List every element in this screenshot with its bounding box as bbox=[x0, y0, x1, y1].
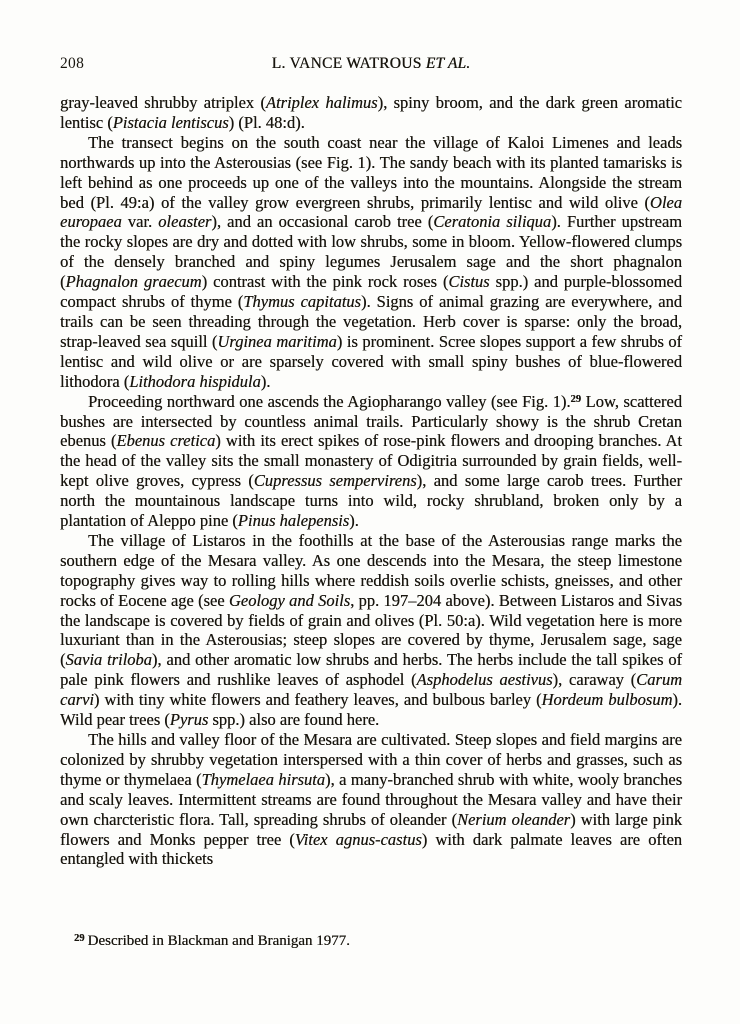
page-header bbox=[60, 55, 682, 73]
footnote bbox=[60, 932, 682, 950]
footnote-text: Described in Blackman and Branigan 1977. bbox=[87, 933, 350, 949]
footnote-marker: 29 bbox=[74, 933, 85, 944]
body-text bbox=[60, 93, 682, 869]
paragraph-1: gray-leaved shrubby atriplex (Atriplex halimus), spiny broom, and the dark green aromatic lentisc (Pistacia lentiscus) (Pl. 48:d). bbox=[60, 93, 682, 132]
page-number: 208 bbox=[60, 55, 85, 72]
running-title: L. VANCE WATROUS ET AL. bbox=[271, 55, 471, 72]
paragraph-4: The village of Listaros in the foothills at the base of the Asterousias range marks the southern edge of the Mesara valley. As one descends into the Mesara, the steep limestone topography gives way to rolling hills where reddish soils overlie schists, gneisses, and other rocks of Eocene age (see Geology and Soils, pp. 197–204 above). Between Listaros and Sivas the landscape is covered by fields of grain and olives (Pl. 50:a). Wild vegetation here is more luxuriant than in the Asterousias; steep slopes are covered by thyme, Jerusalem sage, sage (Savia triloba), and other aromatic low shrubs and herbs. The herbs include the tall spikes of pale pink flowers and rushlike leaves of asphodel (Asphodelus aestivus), caraway (Carum carvi) with tiny white flowers and feathery leaves, and bulbous barley (Hordeum bulbosum). Wild pear trees (Pyrus spp.) also are found here. bbox=[60, 530, 682, 730]
paragraph-3: Proceeding northward one ascends the Agiopharango valley (see Fig. 1).$^{29}$ Low, scattered bushes are intersected by countless animal trails. Particularly showy is the shrub Cretan ebenus (Ebenus cretica) with its erect spikes of rose-pink flowers and drooping branches. At the head of the valley sits the small monastery of Odigitria surrounded by grain fields, well-kept olive groves, cypress (Cupressus sempervirens), and some large carob trees. Further north the mountainous landscape turns into wild, rocky shrubland, broken only by a plantation of Aleppo pine (Pinus halepensis). bbox=[60, 391, 682, 531]
paragraph-2: The transect begins on the south coast near the village of Kaloi Limenes and leads northwards up into the Asterousias (see Fig. 1). The sandy beach with its planted tamarisks is left behind as one proceeds up one of the valleys into the mountains. Alongside the stream bed (Pl. 49:a) of the valley grow evergreen shrubs, primarily lentisc and wild olive (Olea europaea var. oleaster), and an occasional carob tree (Ceratonia siliqua). Further upstream the rocky slopes are dry and dotted with low shrubs, some in bloom. Yellow-flowered clumps of the densely branched and spiny legumes Jerusalem sage and the short phagnalon (Phagnalon graecum) contrast with the pink rock roses (Cistus spp.) and purple-blossomed compact shrubs of thyme (Thymus capitatus). Signs of animal grazing are everywhere, and trails can be seen threading through the vegetation. Herb cover is sparse: only the broad, strap-leaved sea squill (Urginea maritima) is prominent. Scree slopes support a few shrubs of lentisc and wild olive or are sparsely covered with small spiny bushes of blue-flowered lithodora (Lithodora hispidula). bbox=[60, 132, 683, 391]
paragraph-5: The hills and valley floor of the Mesara are cultivated. Steep slopes and field margins are colonized by shrubby vegetation interspersed with a thin cover of herbs and grasses, such as thyme or thymelaea (Thymelaea hirsuta), a many-branched shrub with white, wooly branches and scaly leaves. Intermittent streams are found throughout the Mesara valley and have their own charcteristic flora. Tall, spreading shrubs of oleander (Nerium oleander) with large pink flowers and Monks pepper tree (Vitex agnus-castus) with dark palmate leaves are often entangled with thickets bbox=[60, 730, 683, 869]
